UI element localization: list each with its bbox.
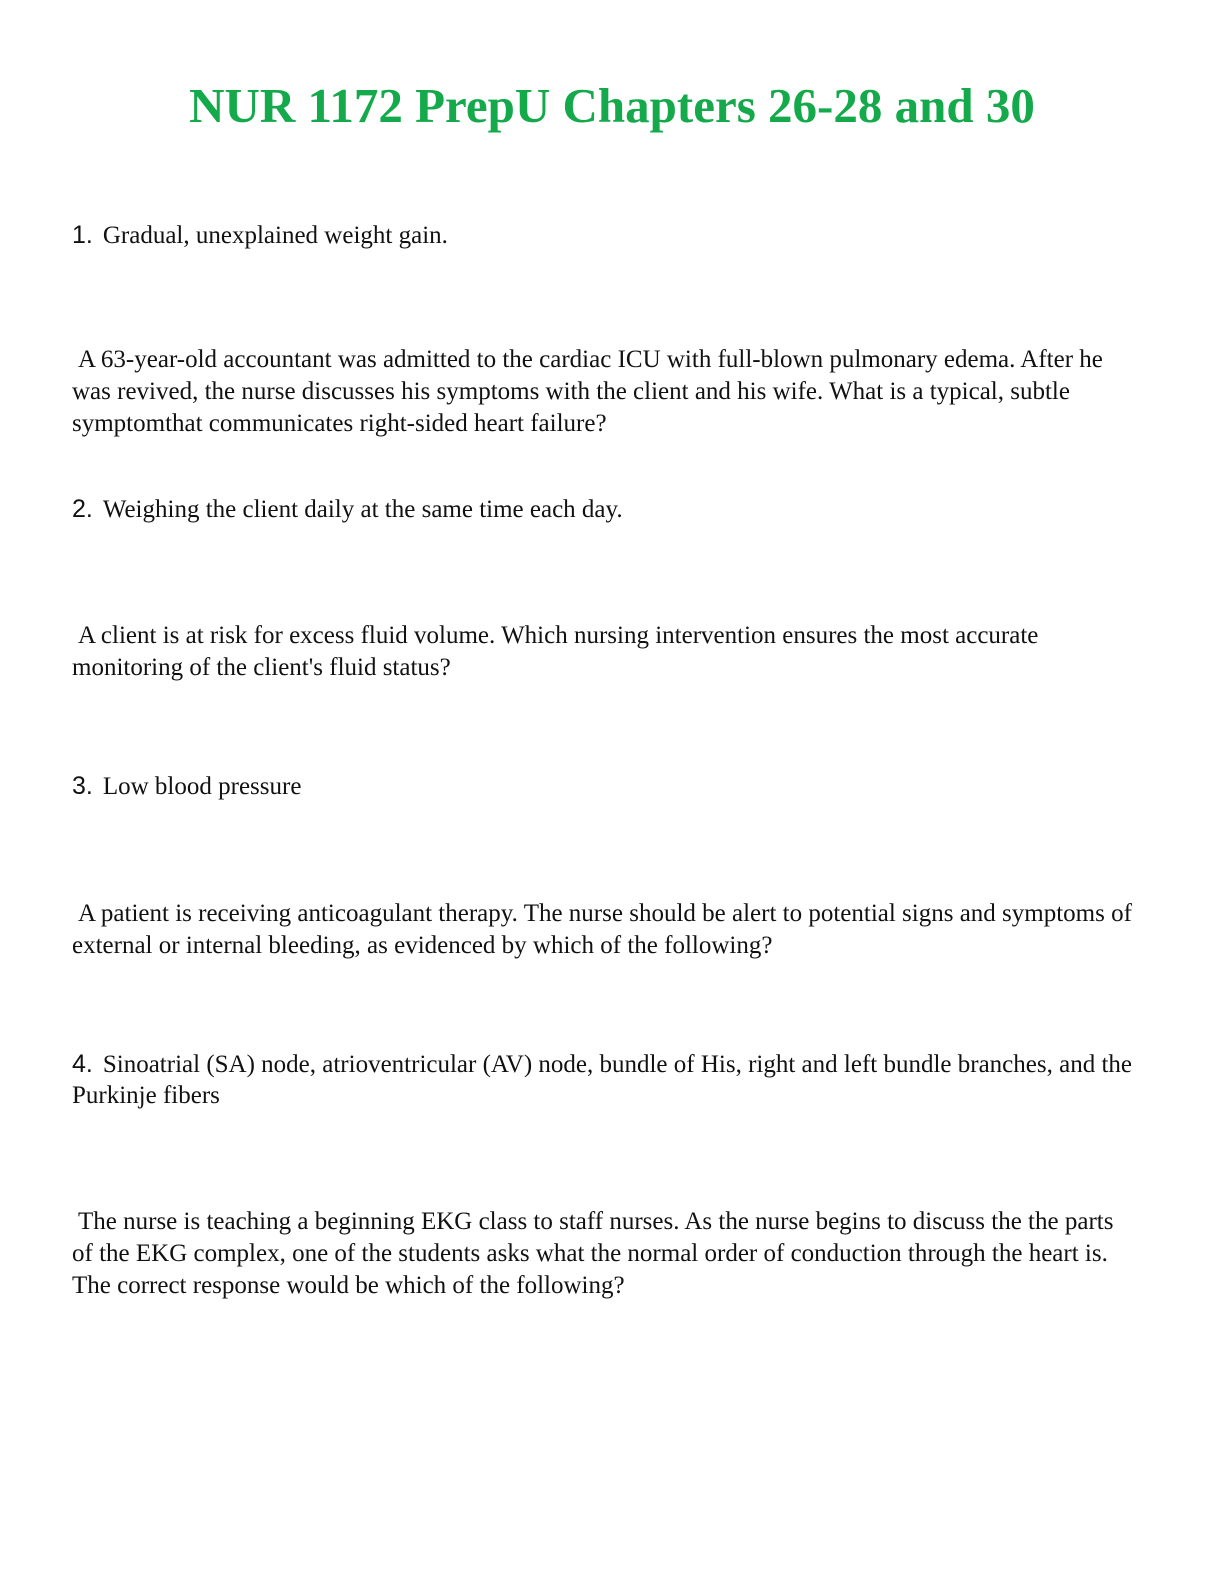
- question-4: The nurse is teaching a beginning EKG class to staff nurses. As the nurse begins to discuss the the parts of the EKG complex, one of the students asks what the normal order of conduction through the heart is. The correct response would be which of the following?: [72, 1208, 1114, 1299]
- answer-4: [72, 1049, 1132, 1111]
- question-3: A patient is receiving anticoagulant therapy. The nurse should be alert to potential signs and symptoms of external or internal bleeding, as evidenced by which of the following?: [72, 900, 1132, 959]
- item-number: 3.: [72, 772, 93, 800]
- answer-text: Low blood pressure: [102, 773, 302, 800]
- answer-2: [72, 494, 1132, 525]
- answer-text: Gradual, unexplained weight gain.: [102, 222, 448, 249]
- item-number: 1.: [72, 221, 93, 249]
- item-number: 2.: [72, 495, 93, 523]
- answer-text: Sinoatrial (SA) node, atrioventricular (AV) node, bundle of His, right and left bundle branches, and the Purkinje fibers: [72, 1051, 1132, 1109]
- page-title: NUR 1172 PrepU Chapters 26-28 and 30: [189, 78, 1035, 133]
- answer-text: Weighing the client daily at the same time each day.: [102, 496, 623, 523]
- answer-1: [72, 220, 1132, 251]
- question-1: A 63-year-old accountant was admitted to the cardiac ICU with full-blown pulmonary edema. After he was revived, the nurse discusses his symptoms with the client and his wife. What is a typical, subtle symptomthat communicates right-sided heart failure?: [72, 346, 1103, 437]
- answer-3: [72, 771, 1132, 802]
- item-number: 4.: [72, 1050, 93, 1078]
- question-2: A client is at risk for excess fluid volume. Which nursing intervention ensures the most accurate monitoring of the client's fluid status?: [72, 622, 1039, 681]
